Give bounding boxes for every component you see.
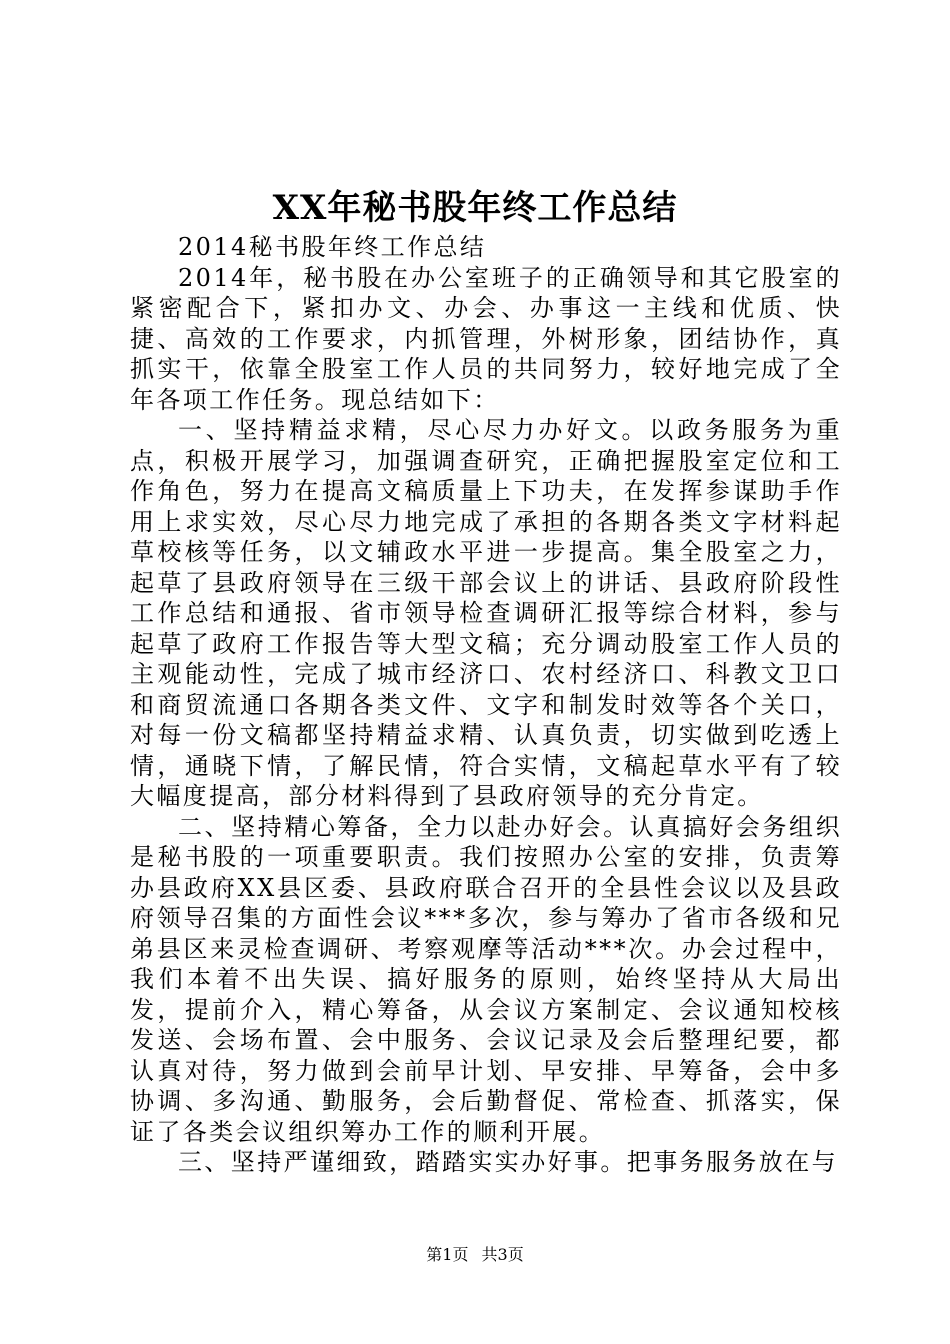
document-title: XX年秘书股年终工作总结 [272, 188, 678, 228]
paragraph-intro: 2014年，秘书股在办公室班子的正确领导和其它股室的紧密配合下，紧扣办文、办会、办事这一主线和优质、快捷、高效的工作要求，内抓管理，外树形象，团结协作，真抓实干，依靠全股室工作人员的共同努力，较好地完成了全年各项工作任务。现总结如下： [130, 263, 842, 414]
paragraph-subtitle: 2014秘书股年终工作总结 [178, 233, 487, 261]
page-footer [0, 1244, 950, 1266]
page-number: 第1页 [426, 1245, 469, 1264]
page-total: 共3页 [481, 1245, 524, 1264]
paragraph-section-2: 二、坚持精心筹备，全力以赴办好会。认真搞好会务组织是秘书股的一项重要职责。我们按照办公室的安排，负责筹办县政府XX县区委、县政府联合召开的全县性会议以及县政府领导召集的方面性会议***多次，参与筹办了省市各级和兄弟县区来灵检查调研、考察观摩等活动***次。办会过程中，我们本着不出失误、搞好服务的原则，始终坚持从大局出发，提前介入，精心筹备，从会议方案制定、会议通知校核发送、会场布置、会中服务、会议记录及会后整理纪要，都认真对待，努力做到会前早计划、早安排、早筹备，会中多协调、多沟通、勤服务，会后勤督促、常检查、抓落实，保证了各类会议组织筹办工作的顺利开展。 [130, 812, 842, 1146]
paragraph-section-1: 一、坚持精益求精，尽心尽力办好文。以政务服务为重点，积极开展学习，加强调查研究，正确把握股室定位和工作角色，努力在提高文稿质量上下功夫，在发挥参谋助手作用上求实效，尽心尽力地完成了承担的各期各类文字材料起草校核等任务，以文辅政水平进一步提高。集全股室之力，起草了县政府领导在三级干部会议上的讲话、县政府阶段性工作总结和通报、省市领导检查调研汇报等综合材料，参与起草了政府工作报告等大型文稿；充分调动股室工作人员的主观能动性，完成了城市经济口、农村经济口、科教文卫口和商贸流通口各期各类文件、文字和制发时效等各个关口，对每一份文稿都坚持精益求精、认真负责，切实做到吃透上情，通晓下情，了解民情，符合实情，文稿起草水平有了较大幅度提高，部分材料得到了县政府领导的充分肯定。 [130, 416, 842, 810]
paragraph-section-3: 三、坚持严谨细致，踏踏实实办好事。把事务服务放在与 [178, 1148, 838, 1176]
document-body [130, 232, 842, 1178]
